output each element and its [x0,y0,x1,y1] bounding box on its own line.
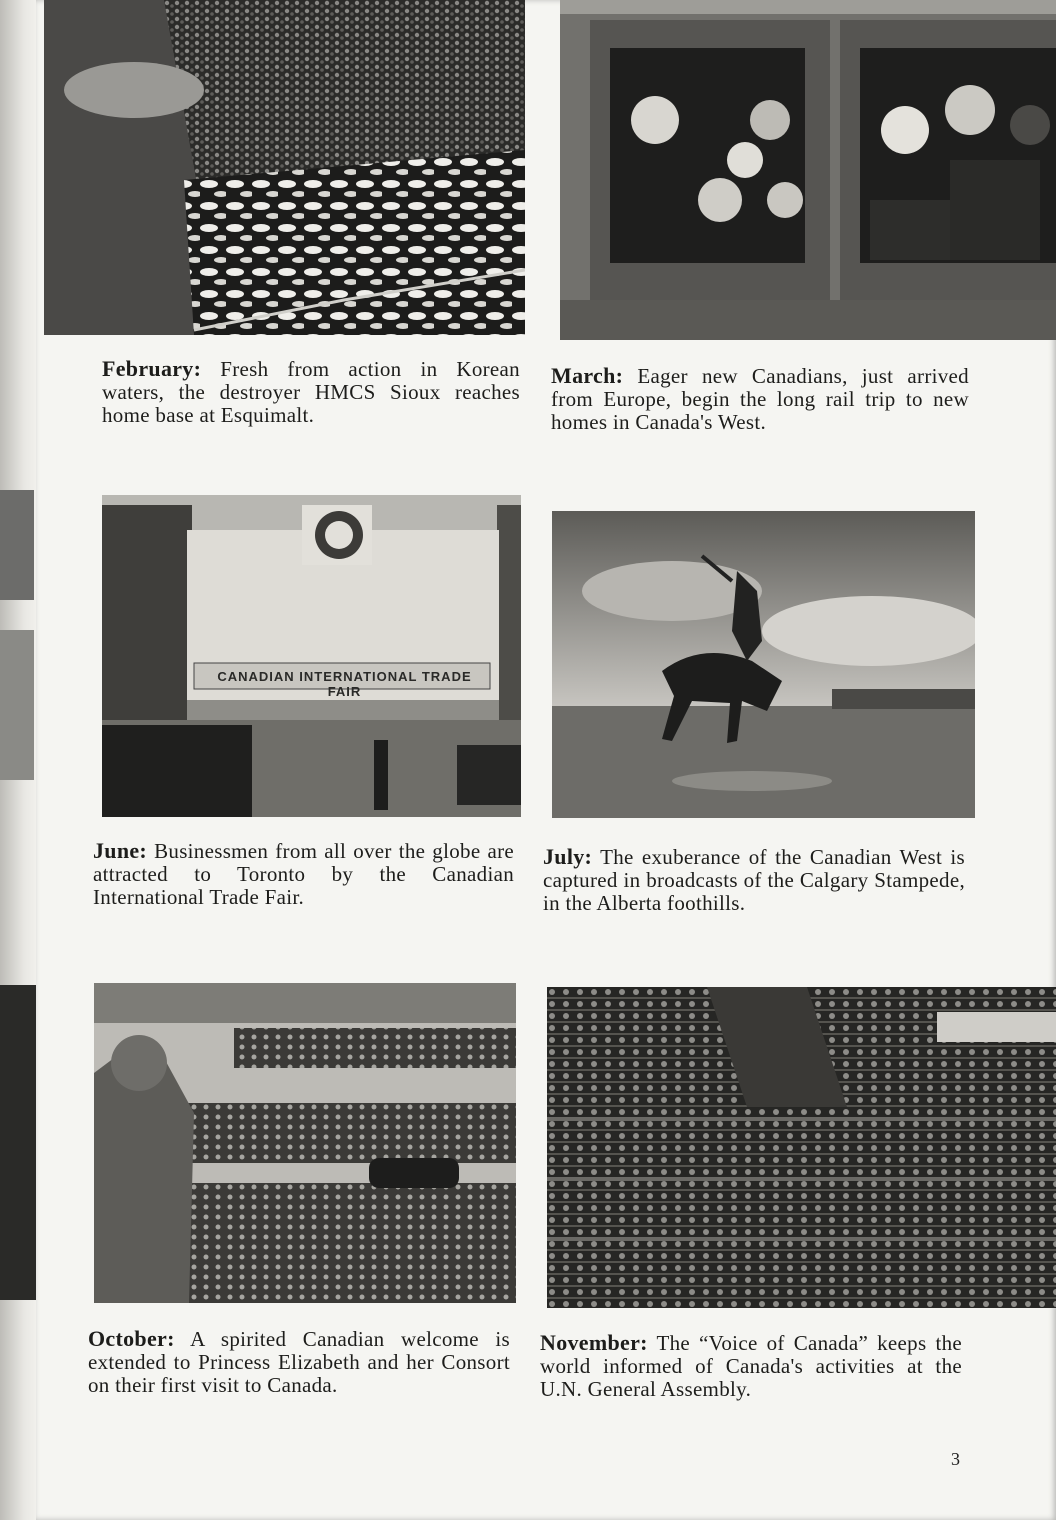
book-spine [0,0,40,1520]
caption-february [102,357,520,427]
adjacent-page-photo-fragment [0,630,34,780]
caption-text: The exuberance of the Canadian West is captured in broadcasts of the Calgary Stampede, in the Alberta foothills. [543,845,966,915]
photo-february-hmcs-sioux [44,0,525,335]
caption-june [93,839,514,909]
caption-month: February: [102,356,202,381]
caption-text: Businessmen from all over the globe are attracted to Toronto by the Canadian International Trade Fair. [93,839,514,909]
caption-month: November: [540,1330,648,1355]
caption-october [88,1327,510,1397]
caption-month: June: [93,838,148,863]
trade-fair-sign: CANADIAN INTERNATIONAL TRADE FAIR [217,669,472,699]
photo-march-train-windows [560,0,1056,340]
photo-october-royal-visit [94,983,516,1303]
photo-june-trade-fair [102,495,521,817]
caption-month: March: [551,363,624,388]
caption-month: July: [543,844,593,869]
photo-november-un-assembly [547,987,1056,1308]
caption-march [551,364,969,434]
caption-text: A spirited Canadian welcome is extended to Princess Elizabeth and her Consort on their first visit to Canada. [88,1327,510,1397]
adjacent-page-photo-fragment [0,985,36,1300]
caption-text: The “Voice of Canada” keeps the world informed of Canada's activities at the U.N. General Assembly. [540,1331,963,1401]
caption-november [540,1331,962,1401]
page-number: 3 [951,1449,960,1469]
adjacent-page-photo-fragment [0,490,34,600]
caption-text: Fresh from action in Korean waters, the destroyer HMCS Sioux reaches home base at Esquimalt. [102,357,520,427]
magazine-page [36,0,1056,1520]
caption-month: October: [88,1326,175,1351]
caption-text: Eager new Canadians, just arrived from Europe, begin the long rail trip to new homes in Canada's West. [551,364,969,434]
caption-july [543,845,965,915]
photo-july-calgary-stampede [552,511,975,818]
